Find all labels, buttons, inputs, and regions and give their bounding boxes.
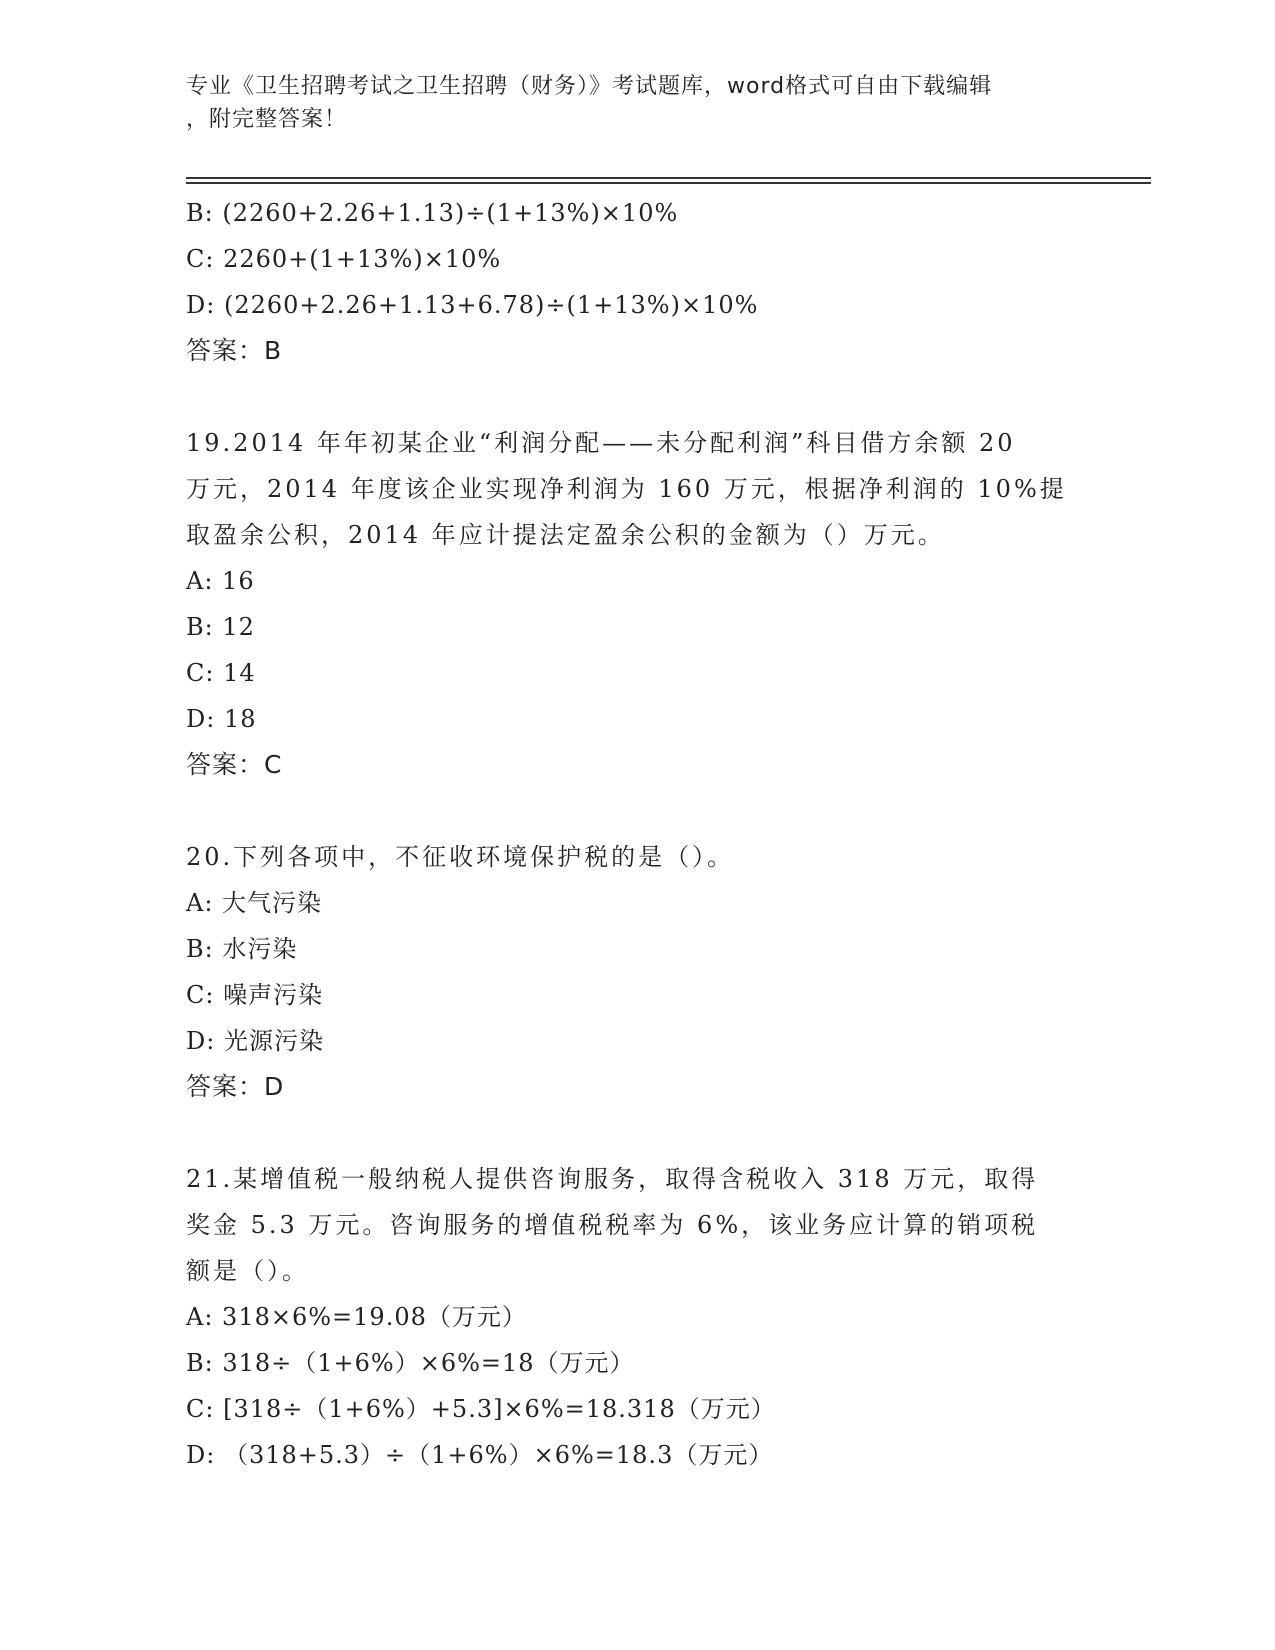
q19-answer: 答案：C	[186, 750, 283, 779]
q19-option-c: C: 14	[186, 659, 256, 687]
header-rule-bottom	[186, 182, 1151, 184]
header-line-2: ，附完整答案！	[186, 107, 348, 132]
header-line-1: 专业《卫生招聘考试之卫生招聘（财务）》考试题库，word格式可自由下载编辑	[186, 74, 993, 99]
q21-option-d: D: （318+5.3）÷（1+6%）×6%=18.3（万元）	[186, 1441, 774, 1469]
q19-stem-line-3: 取盈余公积，2014 年应计提法定盈余公积的金额为（）万元。	[186, 521, 945, 549]
q20-answer: 答案：D	[186, 1072, 285, 1101]
q20-option-b: B: 水污染	[186, 935, 298, 963]
q20-option-d: D: 光源污染	[186, 1027, 324, 1055]
q19-stem-line-1: 19.2014 年年初某企业“利润分配——未分配利润”科目借方余额 20	[186, 429, 1016, 457]
q21-stem-line-3: 额是（）。	[186, 1257, 309, 1285]
q19-stem-line-2: 万元，2014 年度该企业实现净利润为 160 万元，根据净利润的 10%提	[186, 475, 1067, 503]
q20-stem-line-1: 20.下列各项中，不征收环境保护税的是（）。	[186, 843, 735, 871]
q19-option-b: B: 12	[186, 613, 255, 641]
q18-option-b: B: (2260+2.26+1.13)÷(1+13%)×10%	[186, 199, 679, 227]
q19-option-a: A: 16	[186, 567, 255, 595]
q18-option-d: D: (2260+2.26+1.13+6.78)÷(1+13%)×10%	[186, 291, 759, 319]
q20-option-c: C: 噪声污染	[186, 981, 324, 1009]
question-content	[186, 190, 1076, 1478]
q18-answer: 答案：B	[186, 336, 283, 365]
q21-stem-line-1: 21.某增值税一般纳税人提供咨询服务，取得含税收入 318 万元，取得	[186, 1165, 1039, 1193]
header-rule-top	[186, 177, 1151, 179]
document-header	[186, 70, 1066, 136]
q19-option-d: D: 18	[186, 705, 257, 733]
q21-option-b: B: 318÷（1+6%）×6%=18（万元）	[186, 1349, 635, 1377]
q20-option-a: A: 大气污染	[186, 889, 323, 917]
q18-option-c: C: 2260+(1+13%)×10%	[186, 245, 502, 273]
q21-option-c: C: [318÷（1+6%）+5.3]×6%=18.318（万元）	[186, 1395, 776, 1423]
q21-stem-line-2: 奖金 5.3 万元。咨询服务的增值税税率为 6%，该业务应计算的销项税	[186, 1211, 1039, 1239]
q21-option-a: A: 318×6%=19.08（万元）	[186, 1303, 527, 1331]
